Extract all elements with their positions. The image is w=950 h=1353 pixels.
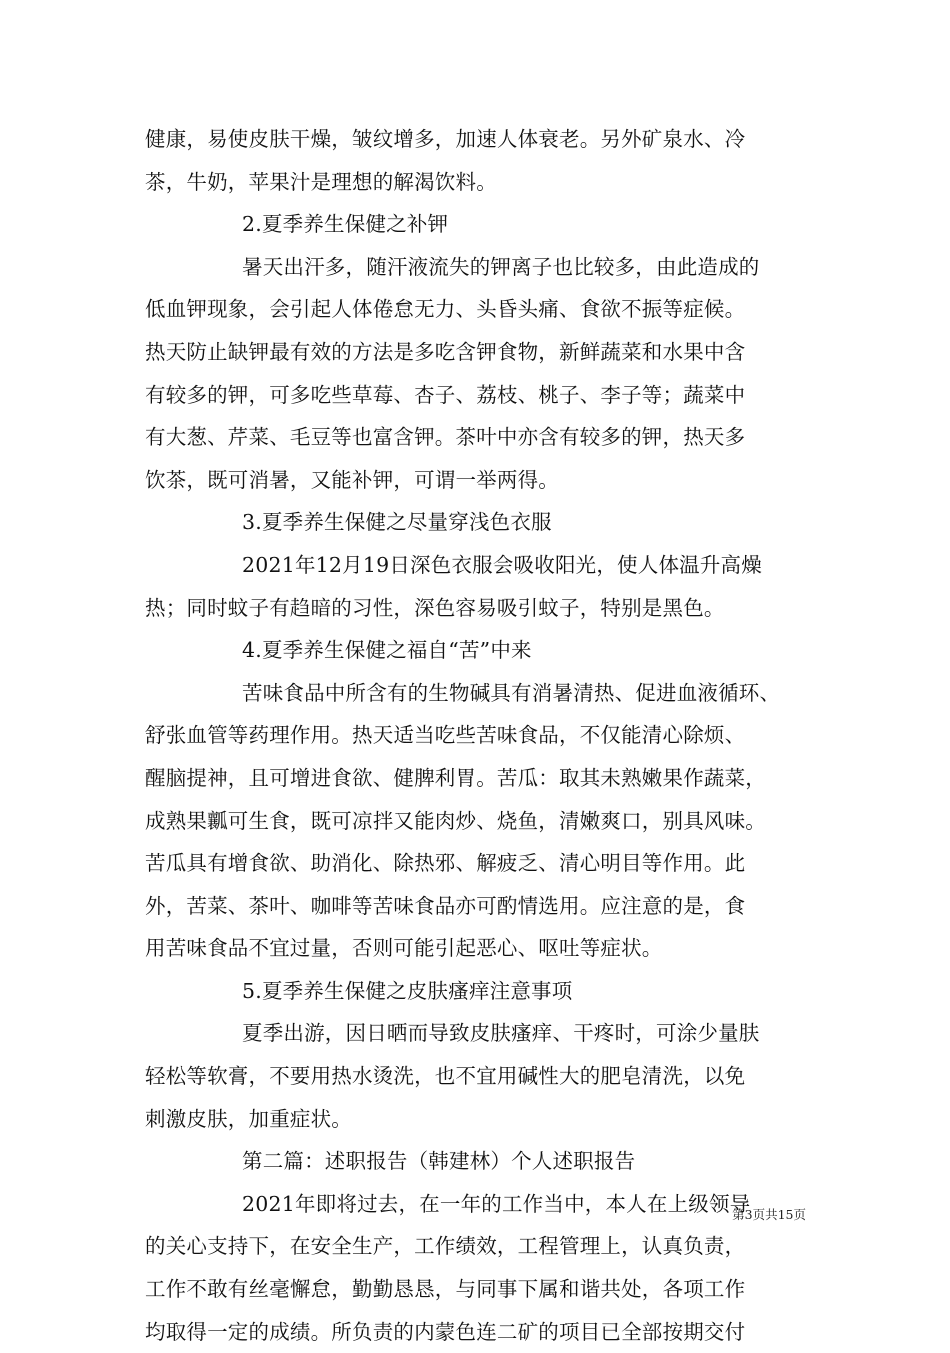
text-line: 苦瓜具有增食欲、助消化、除热邪、解疲乏、清心明目等作用。此 <box>145 851 746 876</box>
text-line: 均取得一定的成绩。所负责的内蒙色连二矿的项目已全部按期交付 <box>145 1319 746 1344</box>
text-line: 3.夏季养生保健之尽量穿浅色衣服 <box>242 510 552 535</box>
text-line: 第二篇：述职报告（韩建林）个人述职报告 <box>242 1149 636 1174</box>
text-line: 舒张血管等药理作用。热天适当吃些苦味食品，不仅能清心除烦、 <box>145 723 746 748</box>
text-line: 暑天出汗多，随汗液流失的钾离子也比较多，由此造成的 <box>242 254 760 279</box>
text-line: 热天防止缺钾最有效的方法是多吃含钾食物，新鲜蔬菜和水果中含 <box>145 339 746 364</box>
text-line: 有大葱、芹菜、毛豆等也富含钾。茶叶中亦含有较多的钾，热天多 <box>145 425 746 450</box>
text-line: 5.夏季养生保健之皮肤瘙痒注意事项 <box>242 978 573 1003</box>
text-line: 用苦味食品不宜过量，否则可能引起恶心、呕吐等症状。 <box>145 936 663 961</box>
text-line: 外，苦菜、茶叶、咖啡等苦味食品亦可酌情选用。应注意的是，食 <box>145 893 746 918</box>
text-line: 工作不敢有丝毫懈怠，勤勤恳恳，与同事下属和谐共处，各项工作 <box>145 1277 746 1302</box>
text-line: 醒脑提神，且可增进食欲、健脾利胃。苦瓜：取其未熟嫩果作蔬菜， <box>145 765 766 790</box>
text-line: 低血钾现象，会引起人体倦怠无力、头昏头痛、食欲不振等症候。 <box>145 297 746 322</box>
text-line: 饮茶，既可消暑，又能补钾，可谓一举两得。 <box>145 467 559 492</box>
text-line: 苦味食品中所含有的生物碱具有消暑清热、促进血液循环、 <box>242 680 781 705</box>
text-line: 成熟果瓤可生食，既可凉拌又能肉炒、烧鱼，清嫩爽口，别具风味。 <box>145 808 766 833</box>
text-line: 刺激皮肤，加重症状。 <box>145 1106 352 1131</box>
text-line: 4.夏季养生保健之福自“苦”中来 <box>242 638 532 663</box>
page-number-footer: 第3页共15页 <box>732 1207 806 1222</box>
text-line: 轻松等软膏，不要用热水烫洗，也不宜用碱性大的肥皂清洗，以免 <box>145 1064 746 1089</box>
document-body <box>145 118 815 1353</box>
text-line: 2021年即将过去，在一年的工作当中，本人在上级领导 <box>242 1191 751 1216</box>
text-line: 有较多的钾，可多吃些草莓、杏子、荔枝、桃子、李子等；蔬菜中 <box>145 382 746 407</box>
text-line: 热；同时蚊子有趋暗的习性，深色容易吸引蚊子，特别是黑色。 <box>145 595 725 620</box>
text-line: 2021年12月19日深色衣服会吸收阳光，使人体温升高燥 <box>242 552 762 577</box>
text-line: 2.夏季养生保健之补钾 <box>242 212 449 237</box>
text-line: 健康，易使皮肤干燥，皱纹增多，加速人体衰老。另外矿泉水、冷 <box>145 127 746 151</box>
text-line: 的关心支持下，在安全生产，工作绩效，工程管理上，认真负责， <box>145 1234 746 1259</box>
text-line: 茶，牛奶，苹果汁是理想的解渴饮料。 <box>145 169 497 194</box>
text-line: 夏季出游，因日晒而导致皮肤瘙痒、干疼时，可涂少量肤 <box>242 1021 760 1046</box>
